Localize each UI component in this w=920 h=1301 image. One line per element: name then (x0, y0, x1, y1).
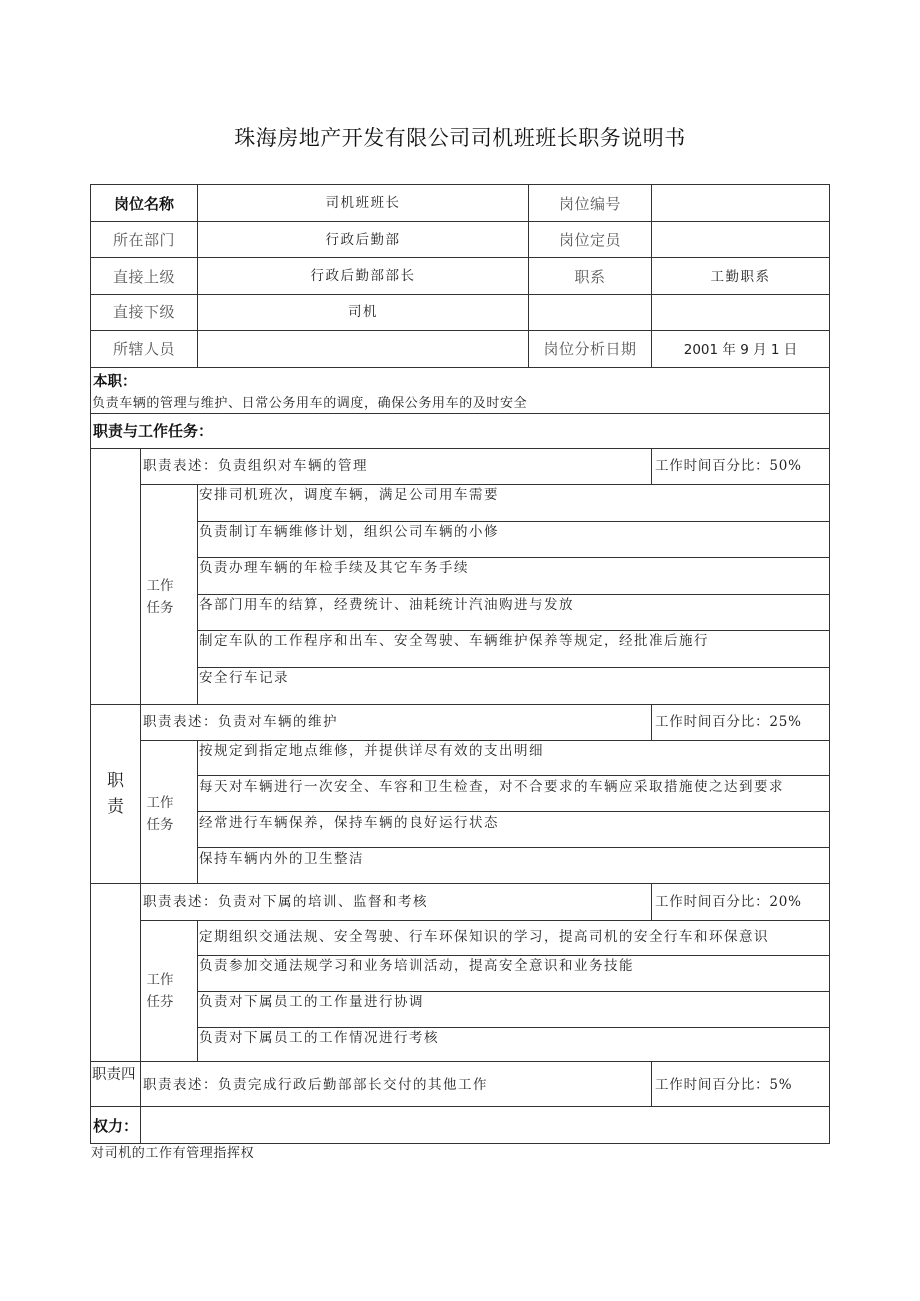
headcount-label: 岗位定员 (558, 231, 621, 249)
superior-label: 直接上级 (112, 268, 175, 286)
duty3-description: 职责表述：负责对下属的培训、监督和考核 (143, 894, 428, 910)
duty3-task-2: 负责参加交通法规学习和业务培训活动，提高安全意识和业务技能 (199, 958, 634, 974)
duty2-description: 职责表述：负责对车辆的维护 (143, 714, 338, 730)
duties-section-label: 职责与工作任务： (93, 422, 214, 440)
position-name-label: 岗位名称 (113, 195, 174, 213)
duty1-tasks-label: 工作任务 (146, 578, 174, 616)
duty2-task-2: 每天对车辆进行一次安全、车容和卫生检查，对不合要求的车辆应采取措施使之达到要求 (199, 779, 784, 795)
authority-label: 权力： (93, 1117, 139, 1135)
duty4-label: 职责四 (92, 1067, 136, 1083)
authority-text: 对司机的工作有管理指挥权 (91, 1146, 255, 1161)
department-value: 行政后勤部 (325, 232, 401, 248)
duty3-tasks-label: 工作任芬 (146, 972, 174, 1010)
duty3-task-3: 负责对下属员工的工作量进行协调 (199, 994, 424, 1010)
duty1-task-1: 安排司机班次，调度车辆，满足公司用车需要 (199, 487, 499, 503)
duty2-time-percent: 工作时间百分比：25% (655, 714, 802, 730)
duty2-task-4: 保持车辆内外的卫生整洁 (199, 851, 364, 867)
duty2-tasks-label: 工作任务 (146, 795, 174, 833)
duty1-task-4: 各部门用车的结算，经费统计、油耗统计汽油购进与发放 (199, 597, 574, 613)
analysis-date-label: 岗位分析日期 (543, 340, 637, 358)
document-title: 珠海房地产开发有限公司司机班班长职务说明书 (234, 126, 686, 150)
position-no-label: 岗位编号 (558, 195, 621, 213)
subordinate-value: 司机 (348, 304, 378, 320)
supervised-label: 所辖人员 (112, 340, 175, 358)
duty2-task-3: 经常进行车辆保养，保持车辆的良好运行状态 (199, 815, 499, 831)
superior-value: 行政后勤部部长 (310, 268, 416, 284)
job-family-label: 职系 (574, 268, 606, 286)
duty3-task-4: 负责对下属员工的工作情况进行考核 (199, 1030, 439, 1046)
duty1-task-5: 制定车队的工作程序和出车、安全驾驶、车辆维护保养等规定，经批准后施行 (199, 633, 709, 649)
core-duty-label: 本职： (93, 374, 137, 390)
duty1-time-percent: 工作时间百分比：50% (655, 458, 802, 474)
duty3-task-1: 定期组织交通法规、安全驾驶、行车环保知识的学习，提高司机的安全行车和环保意识 (199, 929, 769, 945)
duty2-task-1: 按规定到指定地点维修，并提供详尽有效的支出明细 (199, 743, 544, 759)
duty4-time-percent: 工作时间百分比：5% (655, 1077, 793, 1093)
duty3-time-percent: 工作时间百分比：20% (655, 894, 802, 910)
department-label: 所在部门 (112, 231, 175, 249)
duty1-task-6: 安全行车记录 (199, 670, 289, 686)
core-duty-text: 负责车辆的管理与维护、日常公务用车的调度，确保公务用车的及时安全 (92, 396, 528, 411)
position-name-value: 司机班班长 (325, 195, 401, 211)
duty1-task-3: 负责办理车辆的年检手续及其它车务手续 (199, 560, 469, 576)
duty4-description: 职责表述：负责完成行政后勤部部长交付的其他工作 (143, 1077, 488, 1093)
duties-group-label-2: 责 (107, 797, 124, 817)
job-family-value: 工勤职系 (710, 269, 771, 285)
analysis-date-value: 2001 年 9 月 1 日 (683, 342, 798, 358)
duty1-task-2: 负责制订车辆维修计划，组织公司车辆的小修 (199, 524, 499, 540)
subordinate-label: 直接下级 (112, 303, 175, 321)
duty1-description: 职责表述：负责组织对车辆的管理 (143, 458, 368, 474)
duties-group-label-1: 职 (107, 771, 124, 791)
